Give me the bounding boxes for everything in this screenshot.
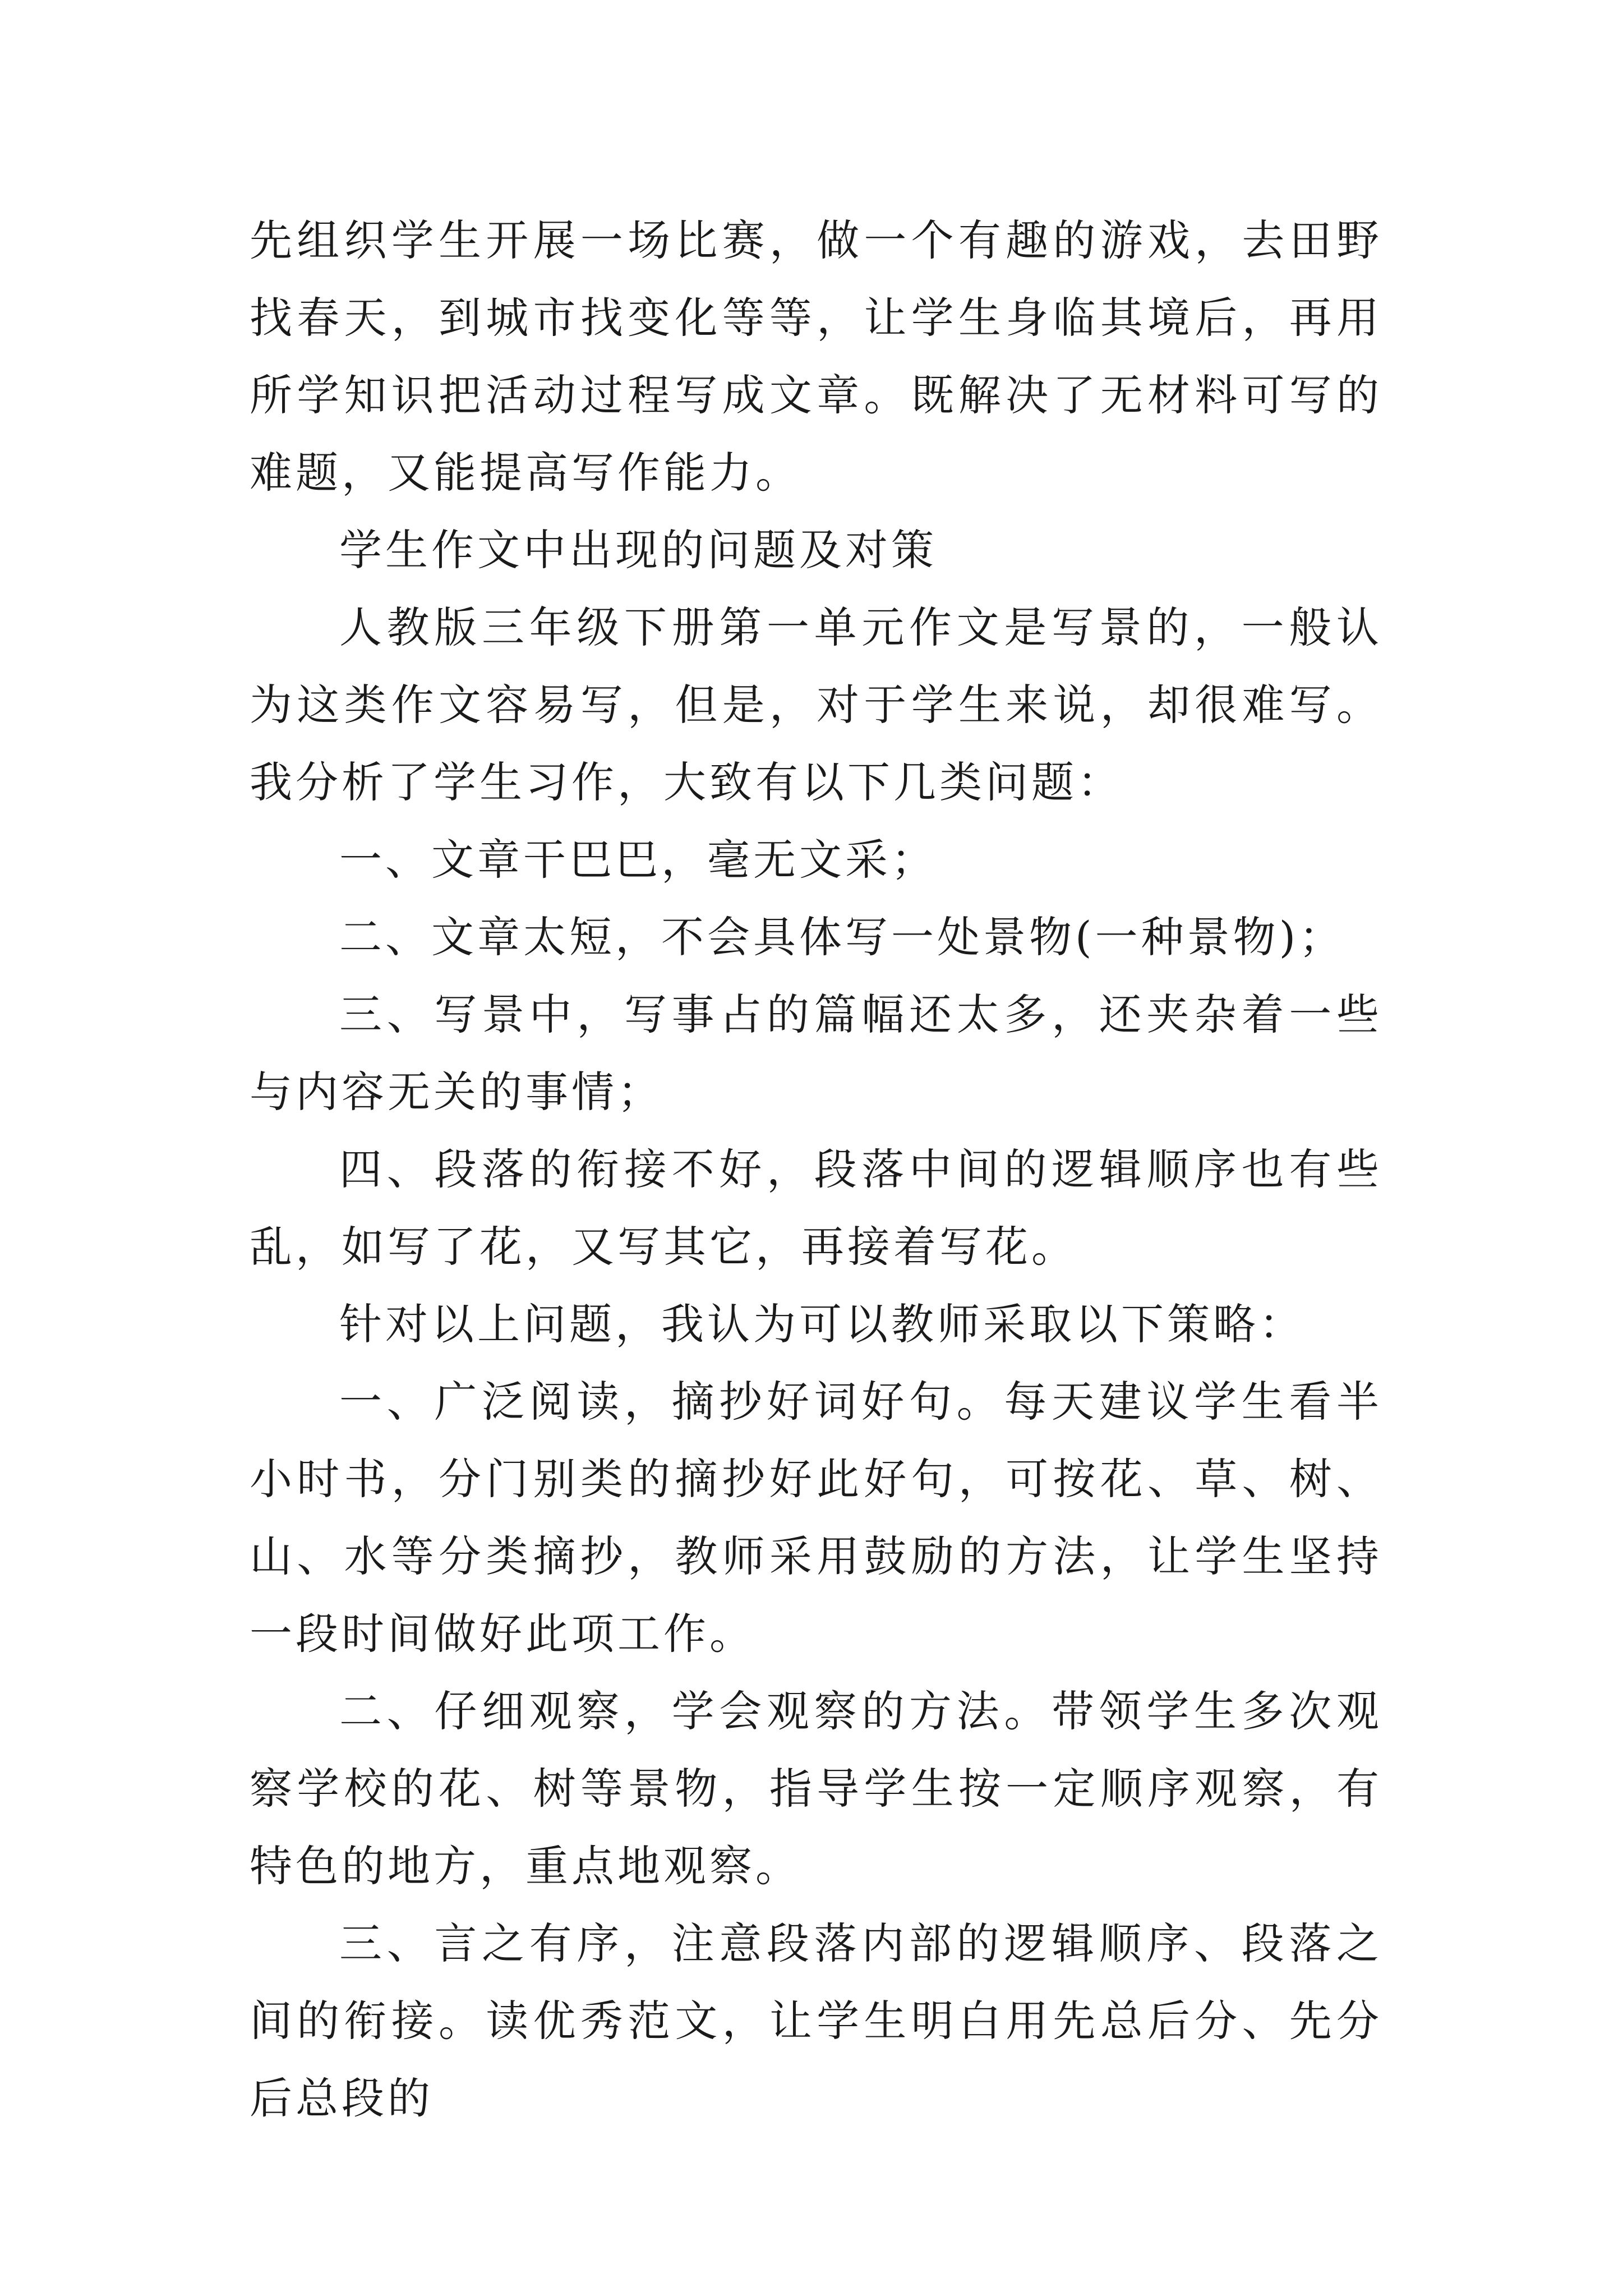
section-heading: 学生作文中出现的问题及对策 [339, 525, 937, 575]
list-item-problem-2: 二、文章太短，不会具体写一处景物(一种景物)； [339, 912, 1345, 962]
paragraph-problem-intro: 人教版三年级下册第一单元作文是写景的，一般认为这类作文容易写，但是，对于学生来说，却很难写。我分析了学生习作，大致有以下几类问题： [250, 602, 1382, 807]
paragraph-intro-continued: 先组织学生开展一场比赛，做一个有趣的游戏，去田野找春天，到城市找变化等等，让学生身临其境后，再用所学知识把活动过程写成文章。既解决了无材料可写的难题，又能提高写作能力。 [250, 215, 1382, 498]
list-item-strategy-2: 二、仔细观察，学会观察的方法。带领学生多次观察学校的花、树等景物，指导学生按一定顺序观察，有特色的地方，重点地观察。 [250, 1686, 1382, 1891]
document-body [250, 202, 1382, 2137]
list-item-problem-1: 一、文章干巴巴，毫无文采； [339, 835, 937, 885]
list-item-problem-3: 三、写景中，写事占的篇幅还太多，还夹杂着一些与内容无关的事情； [250, 990, 1382, 1117]
list-item-strategy-1: 一、广泛阅读，摘抄好词好句。每天建议学生看半小时书，分门别类的摘抄好此好句，可按花、草、树、山、水等分类摘抄，教师采用鼓励的方法，让学生坚持一段时间做好此项工作。 [250, 1377, 1382, 1659]
list-item-strategy-3: 三、言之有序，注意段落内部的逻辑顺序、段落之间的衔接。读优秀范文，让学生明白用先总后分、先分后总段的 [250, 1918, 1382, 2123]
list-item-problem-4: 四、段落的衔接不好，段落中间的逻辑顺序也有些乱，如写了花，又写其它，再接着写花。 [250, 1144, 1382, 1272]
paragraph-strategy-intro: 针对以上问题，我认为可以教师采取以下策略： [339, 1299, 1305, 1349]
